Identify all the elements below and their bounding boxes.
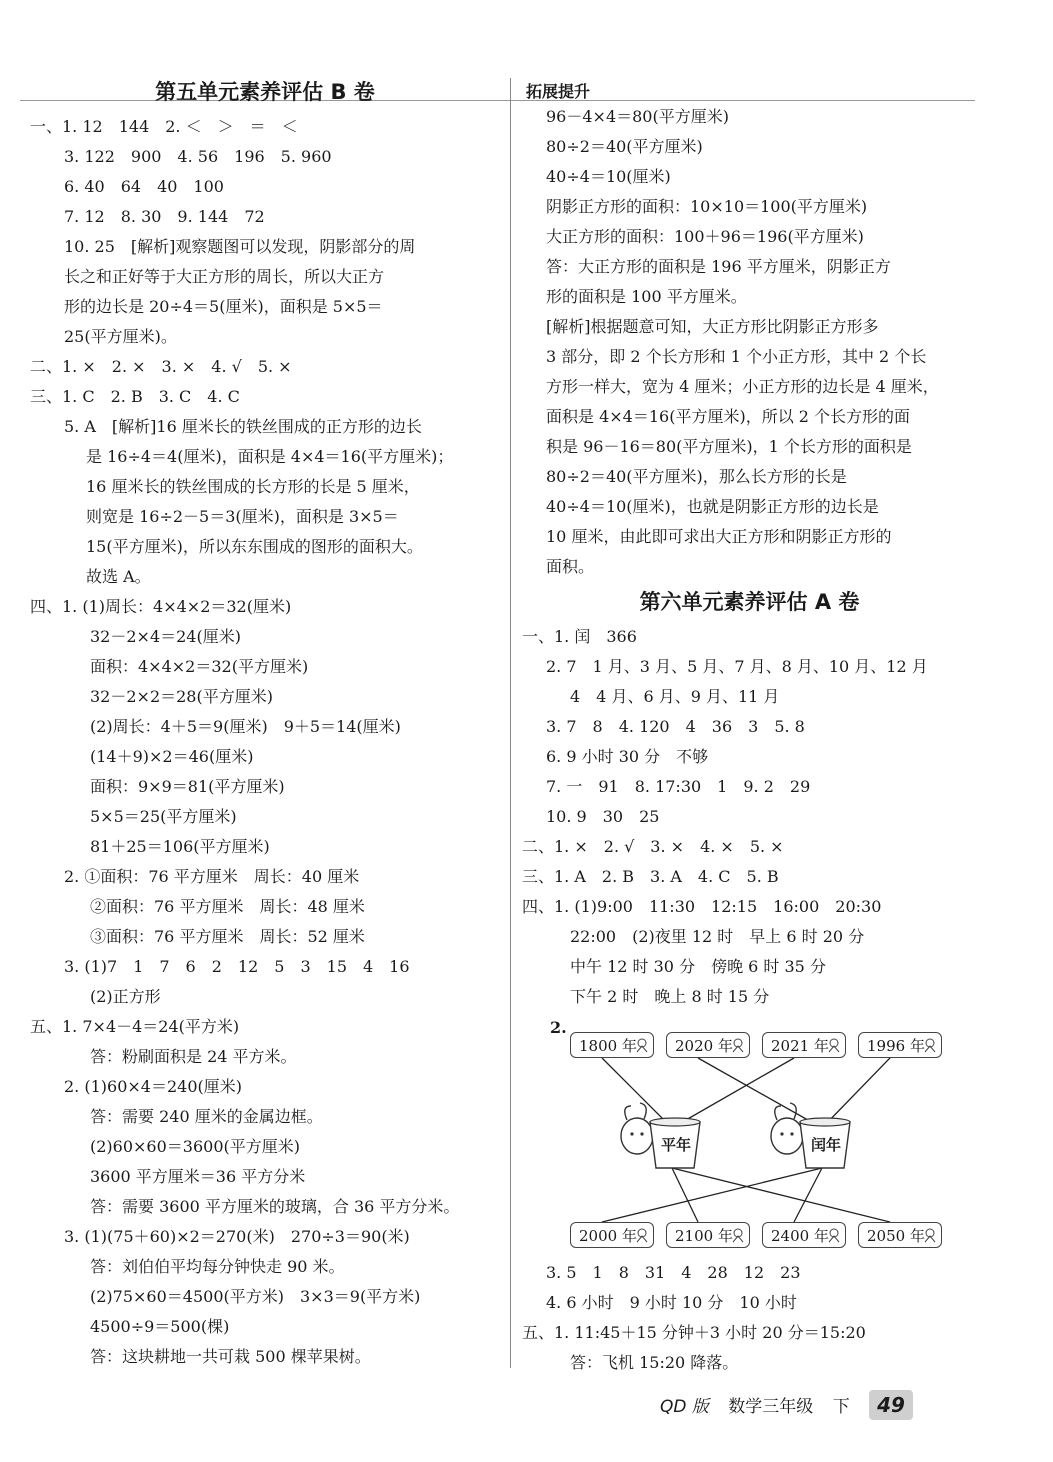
character-icon [922,1037,938,1053]
answer-line: 96－4×4＝80(平方厘米) [546,107,729,126]
answer-line: 3 部分，即 2 个长方形和 1 个小正方形，其中 2 个长 [546,347,927,366]
answer-line: 面积。 [546,557,595,576]
bucket-right-label: 闰年 [810,1136,841,1154]
year-box: 2021 年 [762,1032,846,1058]
answer-line: 5. A [解析]16 厘米长的铁丝围成的正方形的边长 [64,417,422,436]
answer-line: 3. 5 1 8 31 4 28 12 23 [546,1263,801,1282]
year-box: 1996 年 [858,1032,942,1058]
match-line [794,1168,822,1222]
character-icon [634,1227,650,1243]
year-box: 2000 年 [570,1222,654,1248]
answer-line: 3. (1)7 1 7 6 2 12 5 3 15 4 16 [64,957,410,976]
answer-line: 16 厘米长的铁丝围成的长方形的长是 5 厘米， [86,477,420,496]
answer-line: 3600 平方厘米＝36 平方分米 [90,1167,306,1186]
answer-line: 五、1. 11:45＋15 分钟＋3 小时 20 分＝15:20 [522,1323,866,1342]
answer-line: 二、1. × 2. √ 3. × 4. × 5. × [522,837,784,856]
character-icon [730,1037,746,1053]
answer-line: 25(平方厘米)。 [64,327,177,346]
answer-line: 40÷4＝10(厘米) [546,167,671,186]
answer-line: 三、1. A 2. B 3. A 4. C 5. B [522,867,779,886]
answer-line: 方形一样大，宽为 4 厘米；小正方形的边长是 4 厘米， [546,377,939,396]
answer-line: 40÷4＝10(厘米)，也就是阴影正方形的边长是 [546,497,879,516]
answer-line: 下午 2 时 晚上 8 时 15 分 [570,987,770,1006]
year-matching-figure [522,1018,977,1258]
year-box: 2100 年 [666,1222,750,1248]
answer-line: 答：需要 240 厘米的金属边框。 [90,1107,323,1126]
answer-line: 10. 9 30 25 [546,807,660,826]
match-line [822,1058,890,1128]
answer-line: 3. (1)(75＋60)×2＝270(米) 270÷3＝90(米) [64,1227,410,1246]
answer-line: 四、1. (1)9:00 11:30 12:15 16:00 20:30 [522,897,882,916]
match-line [672,1168,698,1222]
answer-line: 15(平方厘米)，所以东东围成的图形的面积大。 [86,537,423,556]
answer-line: 中午 12 时 30 分 傍晚 6 时 35 分 [570,957,826,976]
answer-line: 形的面积是 100 平方厘米。 [546,287,747,306]
answer-line: 5×5＝25(平方厘米) [90,807,237,826]
answer-line: 阴影正方形的面积：10×10＝100(平方厘米) [546,197,868,216]
answer-line: 则宽是 16÷2－5＝3(厘米)，面积是 3×5＝ [86,507,399,526]
answer-line: 大正方形的面积：100＋96＝196(平方厘米) [546,227,864,246]
answer-line: 6. 9 小时 30 分 不够 [546,747,709,766]
year-box: 2050 年 [858,1222,942,1248]
answer-line: 2. 7 1 月、3 月、5 月、7 月、8 月、10 月、12 月 [546,657,928,676]
answer-line: 五、1. 7×4－4＝24(平方米) [30,1017,240,1036]
answer-line: (2)60×60＝3600(平方厘米) [90,1137,300,1156]
answer-line: 一、1. 12 144 2. ＜ ＞ ＝ ＜ [30,117,298,136]
answer-line: 81＋25＝106(平方厘米) [90,837,270,856]
character-icon [826,1037,842,1053]
answer-line: (2)正方形 [90,987,161,1006]
column-divider [510,78,511,1368]
answer-line: 22:00 (2)夜里 12 时 早上 6 时 20 分 [570,927,865,946]
character-icon [634,1037,650,1053]
answer-line: (2)周长：4＋5＝9(厘米) 9＋5＝14(厘米) [90,717,401,736]
match-line [698,1058,822,1128]
character-icon [922,1227,938,1243]
answer-line: 长之和正好等于大正方形的周长，所以大正方 [64,267,385,286]
subject-label: 数学三年级 [728,1397,814,1417]
answer-line: 3. 122 900 4. 56 196 5. 960 [64,147,332,166]
page-number: 49 [869,1390,913,1420]
answer-line: 答：大正方形的面积是 196 平方厘米，阴影正方 [546,257,891,276]
answer-line: 一、1. 闰 366 [522,627,637,646]
year-box: 1800 年 [570,1032,654,1058]
answer-line: ②面积：76 平方厘米 周长：48 厘米 [90,897,365,916]
answer-line: 7. 12 8. 30 9. 144 72 [64,207,265,226]
answer-line: 4500÷9＝500(棵) [90,1317,230,1336]
answer-line: 80÷2＝40(平方厘米) [546,137,703,156]
answer-line: 2. (1)60×4＝240(厘米) [64,1077,242,1096]
answer-line: 4. 6 小时 9 小时 10 分 10 小时 [546,1293,797,1312]
answer-line: 7. 一 91 8. 17:30 1 9. 2 29 [546,777,811,796]
answer-line: (14＋9)×2＝46(厘米) [90,747,254,766]
bucket-left-label: 平年 [660,1136,691,1154]
edition-label: QD 版 [660,1397,709,1417]
answer-line: 3. 7 8 4. 120 4 36 3 5. 8 [546,717,805,736]
answer-line: 4 4 月、6 月、9 月、11 月 [570,687,780,706]
year-box: 2400 年 [762,1222,846,1248]
answer-line: 答：飞机 15:20 降落。 [570,1353,739,1372]
character-icon [730,1227,746,1243]
answer-line: [解析]根据题意可知，大正方形比阴影正方形多 [546,317,879,336]
answer-line: 面积：9×9＝81(平方厘米) [90,777,285,796]
answer-line: 2. ①面积：76 平方厘米 周长：40 厘米 [64,867,360,886]
year-box: 2020 年 [666,1032,750,1058]
answer-line: 80÷2＝40(平方厘米)，那么长方形的长是 [546,467,847,486]
character-icon [826,1227,842,1243]
answer-line: 6. 40 64 40 100 [64,177,224,196]
page-footer [660,1390,927,1420]
match-line [602,1168,822,1222]
volume-label: 下 [832,1397,850,1417]
answer-line: 32－2×2＝28(平方厘米) [90,687,273,706]
answer-line: 二、1. × 2. × 3. × 4. √ 5. × [30,357,292,376]
answer-line: 面积：4×4×2＝32(平方厘米) [90,657,309,676]
extension-label: 拓展提升 [526,82,591,101]
answer-line: 答：刘伯伯平均每分钟快走 90 米。 [90,1257,345,1276]
answer-line: 形的边长是 20÷4＝5(厘米)，面积是 5×5＝ [64,297,383,316]
answer-line: 三、1. C 2. B 3. C 4. C [30,387,240,406]
answer-line: 10. 25 [解析]观察题图可以发现，阴影部分的周 [64,237,416,256]
left-column [30,72,500,1372]
answer-line: 面积是 4×4＝16(平方厘米)，所以 2 个长方形的面 [546,407,911,426]
answer-line: 是 16÷4＝4(厘米)，面积是 4×4＝16(平方厘米)； [86,447,454,466]
right-column [522,72,977,1378]
answer-line: 32－2×4＝24(厘米) [90,627,241,646]
answer-line: ③面积：76 平方厘米 周长：52 厘米 [90,927,365,946]
figure-number: 2. [550,1018,567,1037]
answer-line: 四、1. (1)周长：4×4×2＝32(厘米) [30,597,292,616]
answer-line: 答：需要 3600 平方厘米的玻璃，合 36 平方分米。 [90,1197,460,1216]
match-line [672,1168,890,1222]
unit5-title: 第五单元素养评估 B 卷 [155,80,375,104]
answer-line: 10 厘米，由此即可求出大正方形和阴影正方形的 [546,527,892,546]
answer-line: 故选 A。 [86,567,151,586]
unit6-title: 第六单元素养评估 A 卷 [639,590,860,614]
answer-line: 答：粉刷面积是 24 平方米。 [90,1047,297,1066]
answer-line: 积是 96－16＝80(平方厘米)，1 个长方形的面积是 [546,437,912,456]
answer-line: 答：这块耕地一共可栽 500 棵苹果树。 [90,1347,371,1366]
answer-line: (2)75×60＝4500(平方米) 3×3＝9(平方米) [90,1287,421,1306]
